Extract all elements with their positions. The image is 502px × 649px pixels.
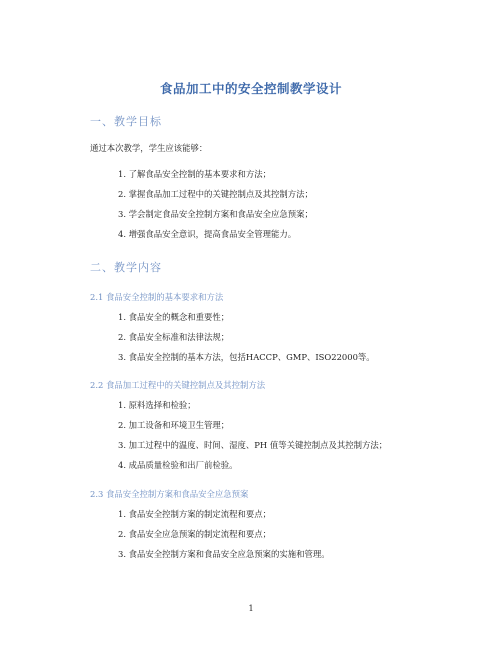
subsection-heading: 2.1 食品安全控制的基本要求和方法: [90, 292, 224, 302]
subsection-heading: 2.3 食品安全控制方案和食品安全应急预案: [90, 489, 249, 499]
list-item: 3. 学会制定食品安全控制方案和食品安全应急预案；: [118, 209, 313, 219]
subsection-heading: 2.2 食品加工过程中的关键控制点及其控制方法: [90, 380, 266, 390]
list-item: 3. 加工过程中的温度、时间、湿度、PH 值等关键控制点及其控制方法；: [118, 440, 388, 450]
list-item: 2. 加工设备和环境卫生管理；: [118, 420, 230, 430]
list-item: 3. 食品安全控制方案和食品安全应急预案的实施和管理。: [118, 549, 330, 559]
list-item: 2. 掌握食品加工过程中的关键控制点及其控制方法；: [118, 189, 313, 199]
list-item: 2. 食品安全应急预案的制定流程和要点；: [118, 529, 272, 539]
list-item: 1. 食品安全的概念和重要性；: [118, 312, 230, 322]
list-item: 3. 食品安全控制的基本方法，包括HACCP、GMP、ISO22000等。: [118, 352, 375, 362]
section-intro: 通过本次教学，学生应该能够：: [90, 143, 208, 153]
section-heading-content: 二、教学内容: [90, 261, 162, 274]
list-item: 1. 食品安全控制方案的制定流程和要点；: [118, 509, 272, 519]
list-item: 4. 增强食品安全意识，提高食品安全管理能力。: [118, 229, 297, 239]
document-title: 食品加工中的安全控制教学设计: [159, 81, 342, 96]
list-item: 1. 了解食品安全控制的基本要求和方法；: [118, 169, 272, 179]
list-item: 1. 原料选择和检验；: [118, 400, 196, 410]
list-item: 4. 成品质量检验和出厂前检验。: [118, 460, 238, 470]
section-heading-objectives: 一、教学目标: [90, 115, 162, 128]
page-number: 1: [248, 604, 254, 613]
list-item: 2. 食品安全标准和法律法规；: [118, 332, 230, 342]
